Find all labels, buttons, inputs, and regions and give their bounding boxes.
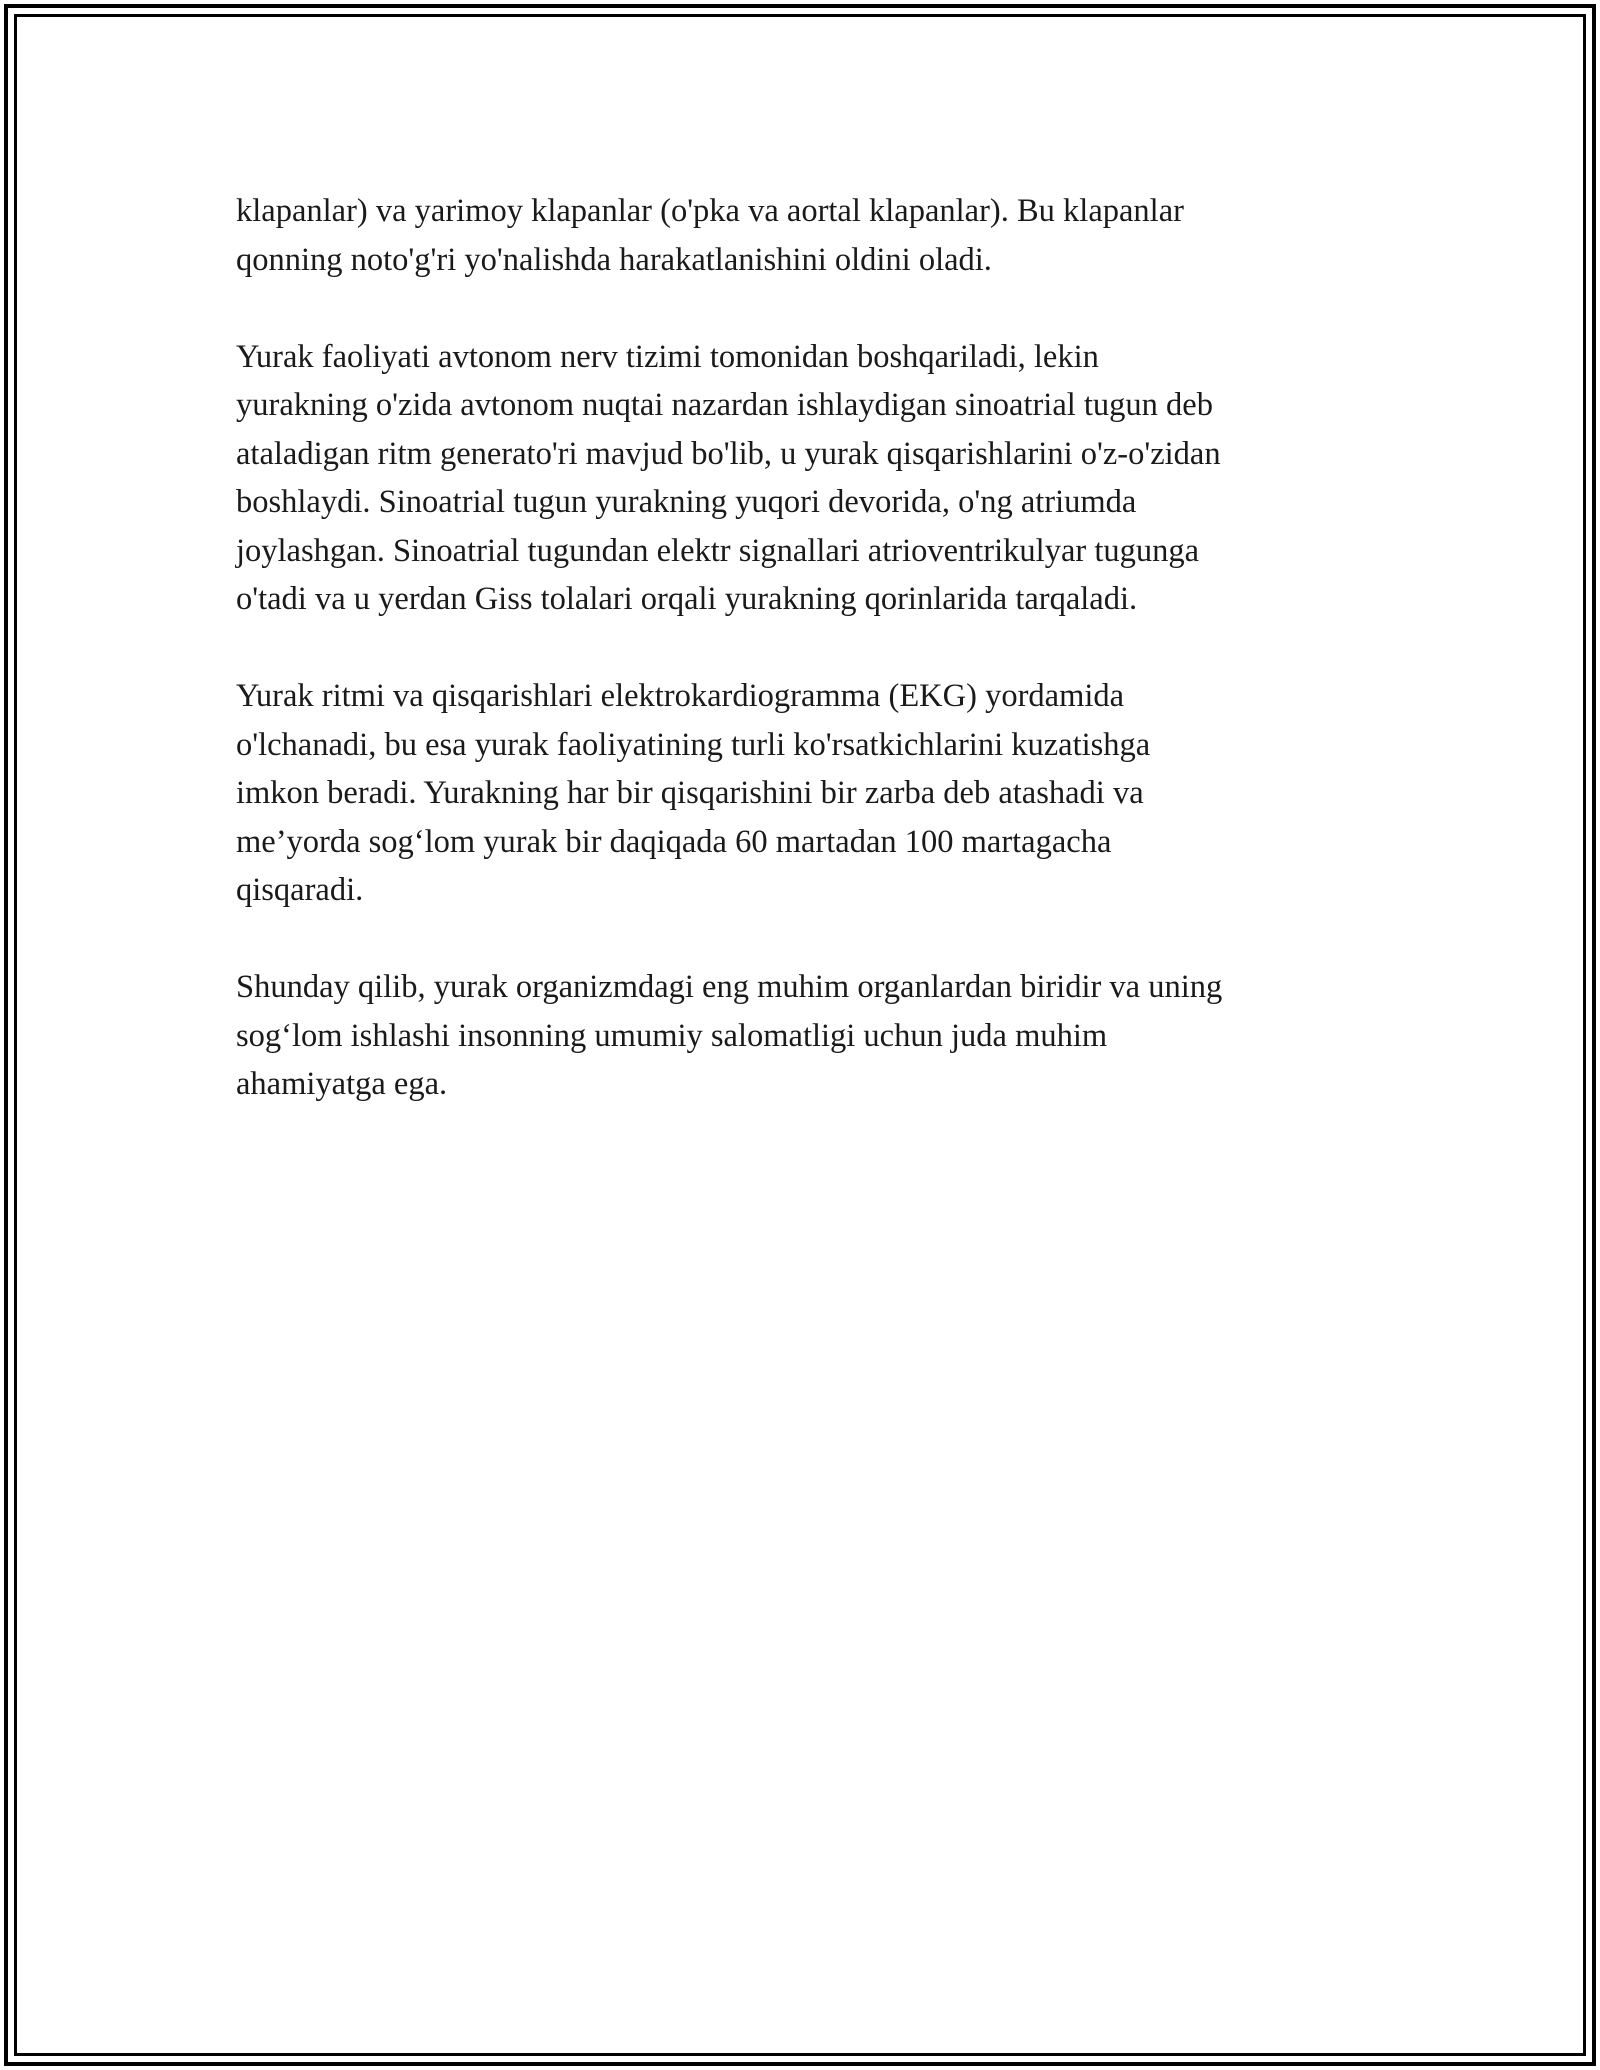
paragraph-4: Shunday qilib, yurak organizmdagi eng muhim organlardan biridir va uning sog‘lom ishlashi insonning umumiy salomatligi uchun juda muhim ahamiyatga ega. xyxy=(236,969,1223,1102)
paragraph-1: klapanlar) va yarimoy klapanlar (o'pka va aortal klapanlar). Bu klapanlar qonning noto'g'ri yo'nalishda harakatlanishini oldini oladi. xyxy=(236,193,1184,278)
paragraph-3: Yurak ritmi va qisqarishlari elektrokardiogramma (EKG) yordamida o'lchanadi, bu esa yurak faoliyatining turli ko'rsatkichlarini kuzatishga imkon beradi. Yurakning har bir qisqarishini bir zarba deb atashadi va me’yorda sog‘lom yurak bir daqiqada 60 martadan 100 martagacha qisqaradi. xyxy=(236,678,1151,908)
document-body xyxy=(236,187,1366,1157)
paragraph-2: Yurak faoliyati avtonom nerv tizimi tomonidan boshqariladi, lekin yurakning o'zida avtonom nuqtai nazardan ishlaydigan sinoatrial tugun deb ataladigan ritm generato'ri mavjud bo'lib, u yurak qisqarishlarini o'z-o'zidan boshlaydi. Sinoatrial tugun yurakning yuqori devorida, o'ng atriumda joylashgan. Sinoatrial tugundan elektr signallari atrioventrikulyar tugunga o'tadi va u yerdan Giss tolalari orqali yurakning qorinlarida tarqaladi. xyxy=(236,338,1221,617)
